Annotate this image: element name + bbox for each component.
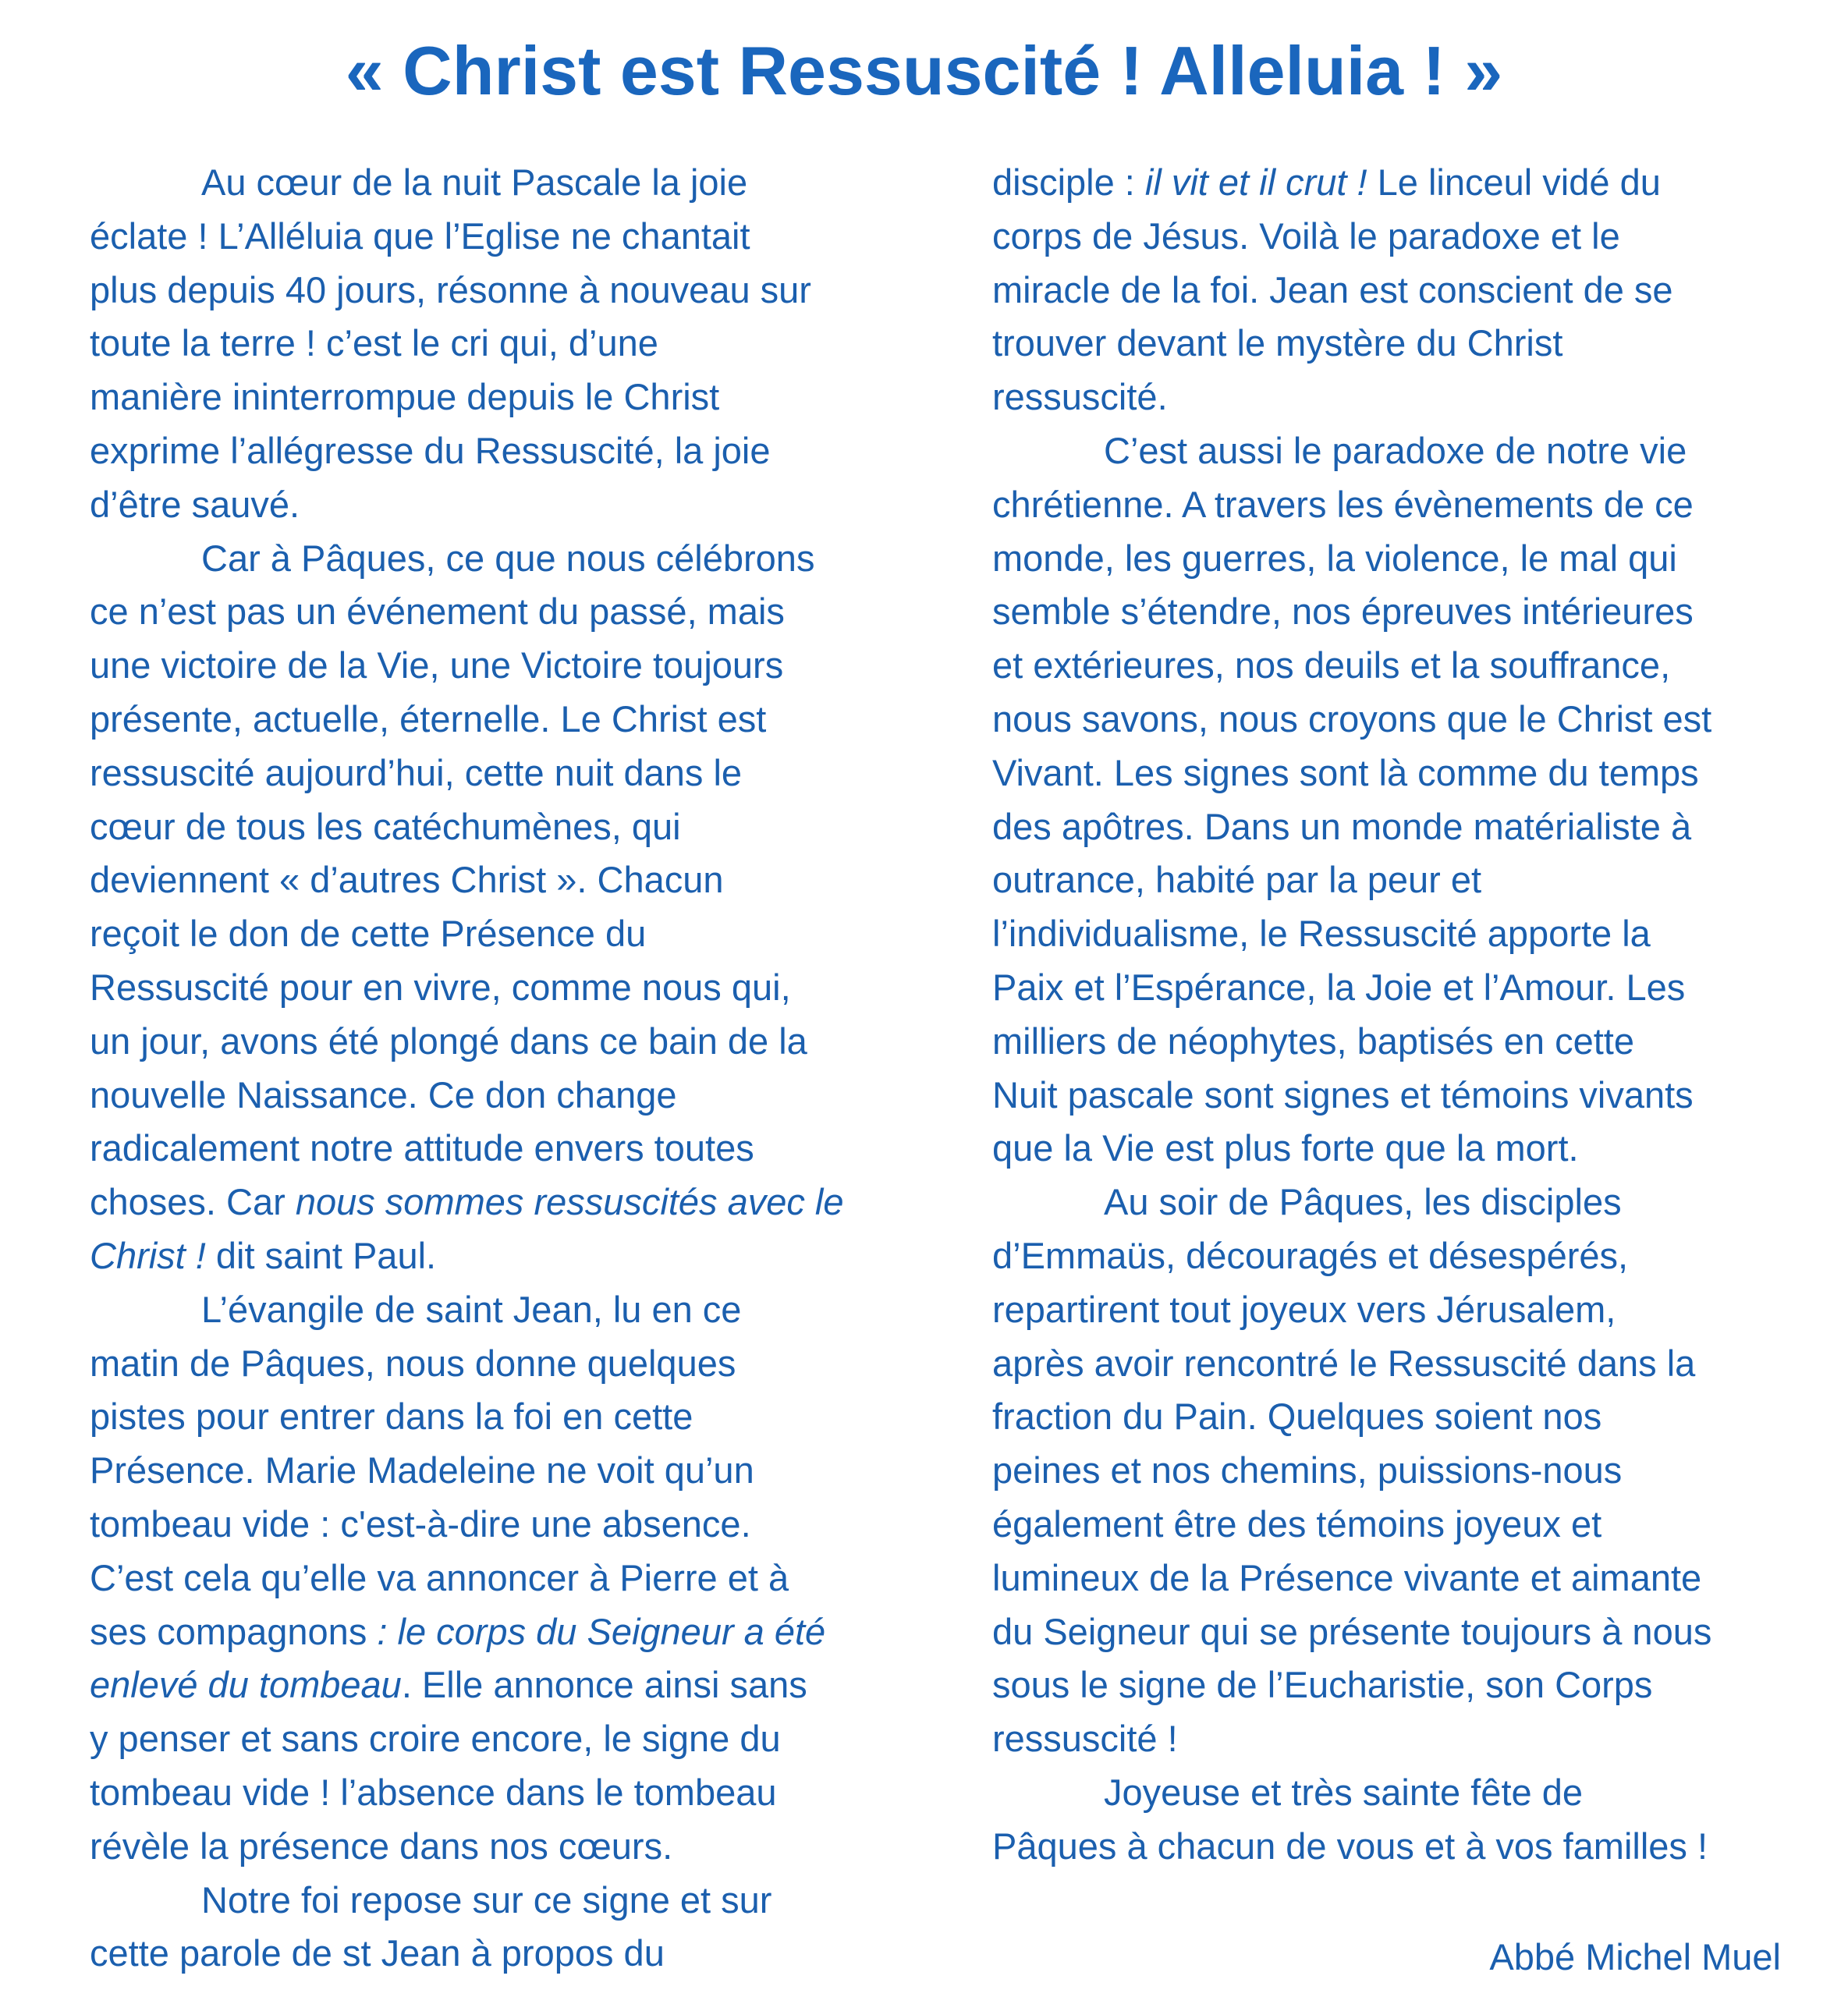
text-line bbox=[90, 693, 893, 747]
text-line bbox=[992, 639, 1804, 693]
line-text: milliers de néophytes, baptisés en cette bbox=[992, 1020, 1634, 1062]
line-text: Car à Pâques, ce que nous célébrons bbox=[201, 537, 815, 579]
text-line bbox=[90, 1176, 893, 1229]
line-text: trouver devant le mystère du Christ bbox=[992, 322, 1563, 364]
text-line bbox=[992, 1552, 1804, 1605]
text-line bbox=[992, 532, 1804, 586]
right-column bbox=[992, 156, 1804, 1874]
line-text: nous savons, nous croyons que le Christ est bbox=[992, 697, 1712, 740]
text-line bbox=[992, 1390, 1804, 1444]
text-line bbox=[992, 371, 1804, 424]
line-text: d’Emmaüs, découragés et désespérés, bbox=[992, 1234, 1629, 1276]
line-text: également être des témoins joyeux et bbox=[992, 1502, 1602, 1545]
text-line bbox=[90, 853, 893, 907]
text-line bbox=[992, 907, 1804, 961]
line-text: nouvelle Naissance. Ce don change bbox=[90, 1073, 677, 1116]
text-line bbox=[992, 1015, 1804, 1069]
line-text: révèle la présence dans nos cœurs. bbox=[90, 1825, 673, 1867]
line-text: C’est cela qu’elle va annoncer à Pierre et à bbox=[90, 1556, 789, 1598]
text-line bbox=[992, 1605, 1804, 1659]
line-text: disciple : bbox=[992, 161, 1145, 203]
line-text: cœur de tous les catéchumènes, qui bbox=[90, 805, 681, 847]
line-text: Notre foi repose sur ce signe et sur bbox=[201, 1878, 772, 1921]
page-title: « Christ est Ressuscité ! Alleluia ! » bbox=[345, 32, 1503, 109]
line-text: ses compagnons bbox=[90, 1610, 378, 1652]
line-text: cette parole de st Jean à propos du bbox=[90, 1932, 665, 1974]
line-text: Au cœur de la nuit Pascale la joie bbox=[201, 161, 748, 203]
left-column bbox=[90, 156, 893, 1981]
text-line bbox=[90, 639, 893, 693]
line-text: Ressuscité pour en vivre, comme nous qui, bbox=[90, 966, 791, 1008]
line-text: Joyeuse et très sainte fête de bbox=[1104, 1771, 1583, 1813]
line-text: tombeau vide ! l’absence dans le tombeau bbox=[90, 1771, 777, 1813]
text-line bbox=[992, 1658, 1804, 1712]
line-text: ce n’est pas un événement du passé, mais bbox=[90, 591, 785, 633]
text-line bbox=[90, 1552, 893, 1605]
line-italic-text: il vit et il crut ! bbox=[1144, 161, 1367, 203]
line-text: Nuit pascale sont signes et témoins vivants bbox=[992, 1073, 1694, 1116]
text-line bbox=[992, 585, 1804, 639]
text-line bbox=[90, 747, 893, 800]
line-text: chrétienne. A travers les évènements de ce bbox=[992, 483, 1694, 525]
text-line bbox=[992, 1337, 1804, 1391]
line-text: l’individualisme, le Ressuscité apporte la bbox=[992, 913, 1651, 955]
line-italic-text: nous sommes ressuscités avec le bbox=[295, 1181, 844, 1223]
text-line bbox=[992, 1069, 1804, 1123]
line-text-after: dit saint Paul. bbox=[215, 1234, 437, 1276]
line-text: y penser et sans croire encore, le signe du bbox=[90, 1718, 781, 1760]
text-line bbox=[90, 1820, 893, 1874]
line-text: Présence. Marie Madeleine ne voit qu’un bbox=[90, 1449, 754, 1492]
text-line bbox=[90, 1069, 893, 1123]
line-text-after: Le linceul vidé du bbox=[1367, 161, 1661, 203]
text-line bbox=[90, 961, 893, 1015]
line-text: semble s’étendre, nos épreuves intérieures bbox=[992, 591, 1694, 633]
text-line bbox=[90, 1229, 893, 1283]
text-line bbox=[90, 1498, 893, 1552]
text-line bbox=[992, 853, 1804, 907]
text-line bbox=[90, 1927, 893, 1981]
text-line bbox=[992, 478, 1804, 532]
line-text-after: . Elle annonce ainsi sans bbox=[401, 1664, 807, 1706]
line-text: exprime l’allégresse du Ressuscité, la joie bbox=[90, 429, 771, 471]
line-text: ressuscité. bbox=[992, 376, 1168, 418]
text-line bbox=[90, 371, 893, 424]
text-line bbox=[992, 961, 1804, 1015]
line-text: deviennent « d’autres Christ ». Chacun bbox=[90, 859, 724, 901]
line-text: Au soir de Pâques, les disciples bbox=[1104, 1181, 1622, 1223]
line-text: plus depuis 40 jours, résonne à nouveau sur bbox=[90, 268, 811, 310]
line-italic-text: : le corps du Seigneur a été bbox=[377, 1610, 826, 1652]
text-line bbox=[992, 800, 1804, 854]
line-text: tombeau vide : c'est-à-dire une absence. bbox=[90, 1502, 751, 1545]
text-line bbox=[90, 317, 893, 371]
line-text: toute la terre ! c’est le cri qui, d’une bbox=[90, 322, 658, 364]
line-text: et extérieures, nos deuils et la souffrance, bbox=[992, 644, 1671, 686]
line-text: lumineux de la Présence vivante et aimante bbox=[992, 1556, 1702, 1598]
text-line bbox=[90, 1390, 893, 1444]
text-line bbox=[90, 800, 893, 854]
text-line bbox=[90, 1712, 893, 1766]
text-line bbox=[90, 424, 893, 478]
line-text: que la Vie est plus forte que la mort. bbox=[992, 1127, 1579, 1169]
line-text: miracle de la foi. Jean est conscient de se bbox=[992, 268, 1673, 310]
text-line bbox=[90, 210, 893, 264]
line-italic-text: Christ ! bbox=[90, 1234, 216, 1276]
text-line bbox=[90, 907, 893, 961]
line-text: ressuscité ! bbox=[992, 1718, 1178, 1760]
text-line bbox=[992, 317, 1804, 371]
text-line bbox=[992, 1122, 1804, 1176]
line-text: ressuscité aujourd’hui, cette nuit dans le bbox=[90, 751, 743, 793]
text-line bbox=[90, 478, 893, 532]
line-text: peines et nos chemins, puissions-nous bbox=[992, 1449, 1623, 1492]
line-text: sous le signe de l’Eucharistie, son Corps bbox=[992, 1664, 1653, 1706]
text-line bbox=[992, 693, 1804, 747]
text-line bbox=[992, 1820, 1804, 1874]
text-line bbox=[992, 264, 1804, 317]
line-text: Pâques à chacun de vous et à vos familles ! bbox=[992, 1825, 1708, 1867]
line-text: choses. Car bbox=[90, 1181, 296, 1223]
signature: Abbé Michel Muel bbox=[1489, 1936, 1781, 1977]
text-line bbox=[90, 585, 893, 639]
line-text: d’être sauvé. bbox=[90, 483, 300, 525]
line-text: fraction du Pain. Quelques soient nos bbox=[992, 1396, 1602, 1438]
line-text: reçoit le don de cette Présence du bbox=[90, 913, 647, 955]
text-line bbox=[992, 1444, 1804, 1498]
text-line bbox=[90, 1605, 893, 1659]
line-text: L’évangile de saint Jean, lu en ce bbox=[201, 1288, 742, 1330]
text-line bbox=[90, 1015, 893, 1069]
text-line bbox=[992, 1712, 1804, 1766]
text-line bbox=[90, 1283, 893, 1337]
line-text: des apôtres. Dans un monde matérialiste à bbox=[992, 805, 1692, 847]
line-italic-text: enlevé du tombeau bbox=[90, 1664, 402, 1706]
text-line bbox=[90, 264, 893, 317]
line-text: outrance, habité par la peur et bbox=[992, 859, 1482, 901]
text-line bbox=[992, 1229, 1804, 1283]
text-line bbox=[90, 1122, 893, 1176]
line-text: après avoir rencontré le Ressuscité dans la bbox=[992, 1342, 1696, 1384]
text-line bbox=[992, 1498, 1804, 1552]
line-text: un jour, avons été plongé dans ce bain de la bbox=[90, 1020, 807, 1062]
text-line bbox=[992, 1176, 1804, 1229]
line-text: éclate ! L’Alléluia que l’Eglise ne chantait bbox=[90, 215, 750, 257]
text-line bbox=[992, 1766, 1804, 1820]
text-line bbox=[992, 1283, 1804, 1337]
text-line bbox=[90, 1444, 893, 1498]
text-line bbox=[992, 210, 1804, 264]
line-text: manière ininterrompue depuis le Christ bbox=[90, 376, 720, 418]
line-text: C’est aussi le paradoxe de notre vie bbox=[1104, 429, 1687, 471]
text-line bbox=[90, 1658, 893, 1712]
line-text: repartirent tout joyeux vers Jérusalem, bbox=[992, 1288, 1616, 1330]
line-text: pistes pour entrer dans la foi en cette bbox=[90, 1396, 693, 1438]
line-text: une victoire de la Vie, une Victoire toujours bbox=[90, 644, 784, 686]
text-line bbox=[992, 747, 1804, 800]
line-text: monde, les guerres, la violence, le mal qui bbox=[992, 537, 1677, 579]
line-text: corps de Jésus. Voilà le paradoxe et le bbox=[992, 215, 1620, 257]
line-text: du Seigneur qui se présente toujours à nous bbox=[992, 1610, 1712, 1652]
line-text: Vivant. Les signes sont là comme du temps bbox=[992, 751, 1699, 793]
line-text: présente, actuelle, éternelle. Le Christ est bbox=[90, 697, 767, 740]
text-line bbox=[90, 156, 893, 210]
line-text: Paix et l’Espérance, la Joie et l’Amour. Les bbox=[992, 966, 1686, 1008]
text-line bbox=[90, 1337, 893, 1391]
text-line bbox=[992, 156, 1804, 210]
line-text: matin de Pâques, nous donne quelques bbox=[90, 1342, 736, 1384]
line-text: radicalement notre attitude envers toutes bbox=[90, 1127, 754, 1169]
text-line bbox=[992, 424, 1804, 478]
text-line bbox=[90, 1766, 893, 1820]
text-line bbox=[90, 1874, 893, 1928]
text-line bbox=[90, 532, 893, 586]
